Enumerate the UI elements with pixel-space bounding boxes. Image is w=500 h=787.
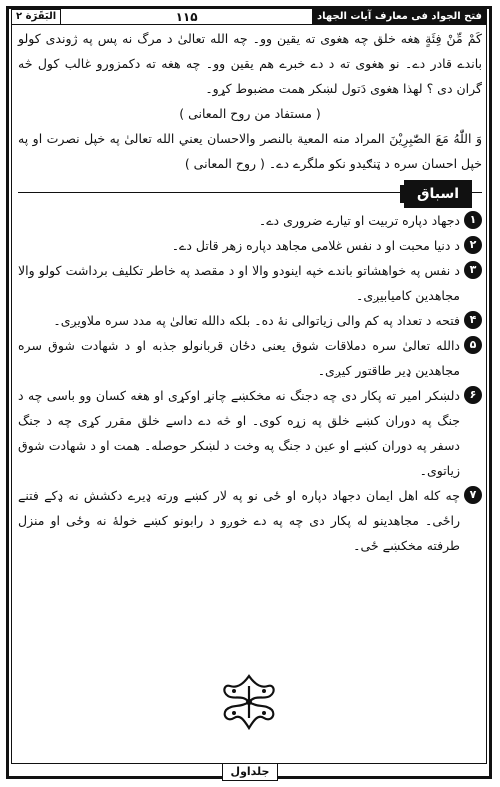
- item-text: چه کله اهل ايمان دجهاد دپاره او ځی نو په لار کښے ورته ډيرے دکشش نه ډکے فتنے راځی۔ مجاهدينو له پکار دی چه په دے خوږو د رابونو کښے خولهٔ نه وځی او منزل طرفته مخکښے ځی۔: [18, 488, 460, 553]
- volume-label: جلداول: [222, 763, 279, 781]
- page-header: [11, 9, 487, 25]
- reference: ( مستفاد من روح المعانی ): [179, 106, 321, 121]
- item-text: فتحه د تعداد په کم والی زياتوالی نهٔ ده۔ بلکه دالله تعالیٰ په مدد سره ملاويږی۔: [53, 313, 460, 328]
- item-number: ۴: [464, 311, 482, 329]
- surah-label: البَقَرَة ۲: [11, 9, 61, 25]
- lessons-list: [18, 208, 482, 558]
- list-item: [18, 333, 482, 383]
- item-text: دجهاد دپاره تربيت او تيارے ضروری دے۔: [258, 213, 460, 228]
- paragraph-commentary: كَمْ مِّنْ فِئَةٍ هغه خلق چه هغوی ته يقين وو۔ چه الله تعالیٰ د مرگ نه پس په ژوندی کولو باندے قادر دے۔ نو هغوی ته د دے خبرے هم يقين وو۔ چه هغه ته دکمزورو غالب کول څه گران دی ؟ لهذا هغوی دَتول لښکر همت مضبوط کړو۔: [18, 31, 482, 96]
- list-item: [18, 483, 482, 558]
- item-text: دلښکر امير ته پکار دی چه دجنگ نه مخکښے چانړ اوکړی او هغه کسان وو باسی چه د جنگ په دوران کښے خلق په زړه کوی۔ او څه دے داسے خلق مقرر کړی چه د جنگ دسفر په دوران کښے او عين د جنگ په وخت د لښکر حوصله۔ همت او د شهادت شوق زياتوی۔: [18, 388, 460, 478]
- item-number: ۶: [464, 386, 482, 404]
- item-text: د نفس په خواهشاتو باندے خپه اينودو والا او د مقصد په خاطر تکليف برداشت کولو والا مجاهدين کاميابيږی۔: [18, 263, 460, 303]
- item-number: ٧: [464, 486, 482, 504]
- item-number: ۵: [464, 336, 482, 354]
- section-heading: [18, 178, 482, 208]
- list-item: [18, 208, 482, 233]
- page-number: ۱۱۵: [175, 10, 198, 24]
- item-text: د دنيا محبت او د نفس غلامی مجاهد دپاره زهر قاتل دے۔: [171, 238, 460, 253]
- list-item: [18, 308, 482, 333]
- item-number: ٢: [464, 236, 482, 254]
- item-number: ٣: [464, 261, 482, 279]
- page-footer: [0, 760, 500, 781]
- list-item: [18, 233, 482, 258]
- list-item: [18, 383, 482, 483]
- item-number: ١: [464, 211, 482, 229]
- ornament-icon: [214, 672, 284, 732]
- page-content: [18, 26, 482, 558]
- paragraph-commentary-2: وَ اللّٰهُ مَعَ الصّٰبِرِيْنَ المراد منه المعية بالنصر والاحسان يعني الله تعالیٰ په خپل نصرت او په خپل احسان سره د ټنګيدو نکو ملگرے دے۔ ( روح المعانی ): [18, 131, 482, 171]
- list-item: [18, 258, 482, 308]
- section-title: اسباق: [404, 180, 472, 208]
- book-title: فتح الجواد فی معارف آیات الجهاد: [312, 9, 487, 25]
- item-text: دالله تعالیٰ سره دملاقات شوق يعنی دځان قربانولو جذبه او د شهادت شوق سره مجاهدين ډير طاقتور کيږی۔: [18, 338, 460, 378]
